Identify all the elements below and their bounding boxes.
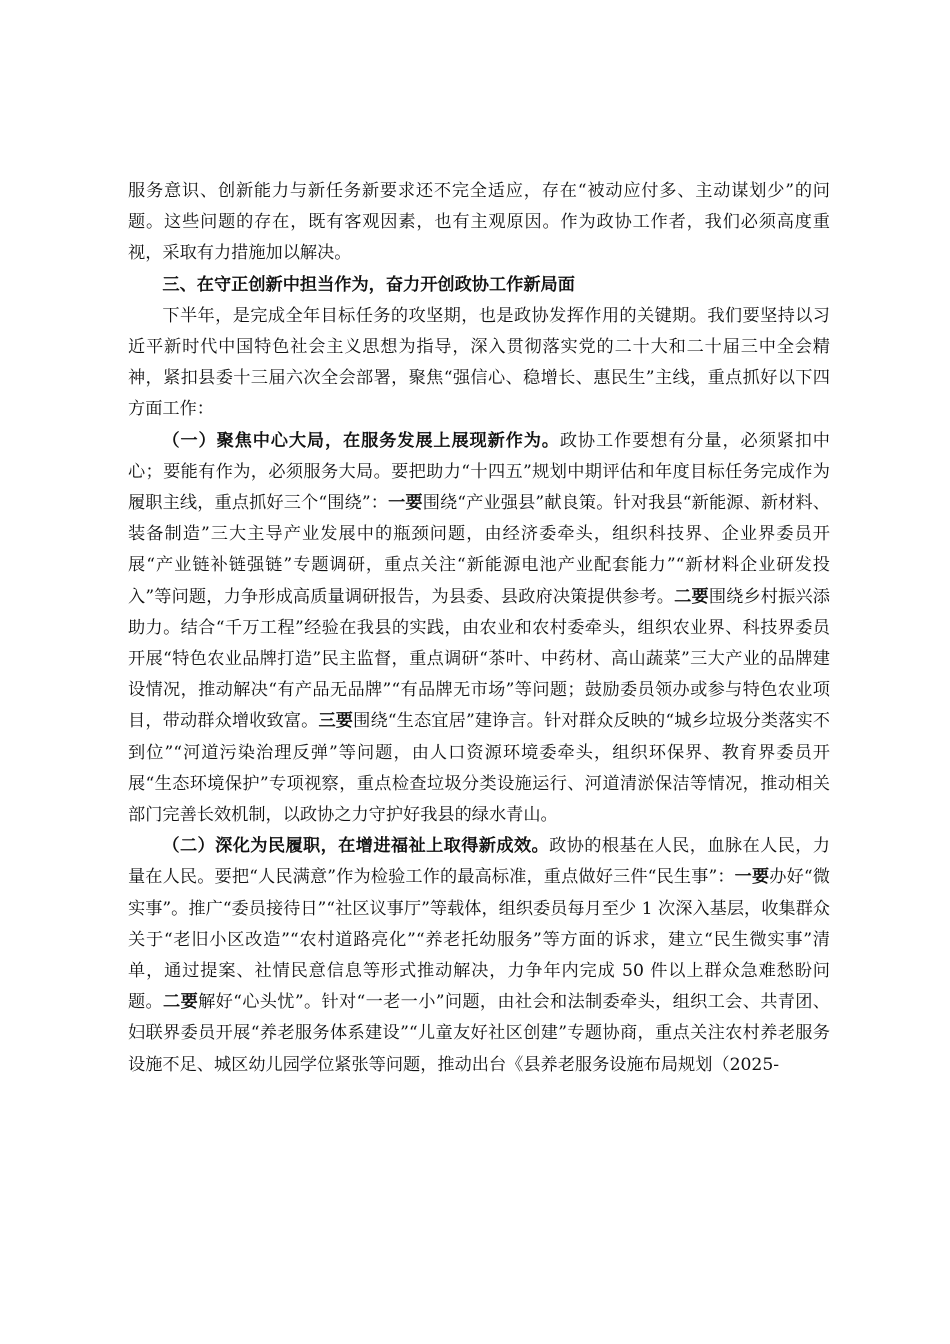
- keyword-second: 二要: [674, 586, 709, 607]
- text-span: 政协的根基在人民，血脉在人民，力量在人民。要把“人民满意”作为检验工作的最高标准，重点做好三件“民生事”：: [128, 836, 830, 888]
- paragraph-people-welfare: [128, 831, 830, 1081]
- keyword-third: 三要: [318, 711, 354, 732]
- paragraph-problems-summary: 服务意识、创新能力与新任务新要求还不完全适应，存在“被动应付多、主动谋划少”的问题。这些问题的存在，既有客观因素，也有主观原因。作为政协工作者，我们必须高度重视，采取有力措施加以解决。: [128, 181, 830, 264]
- paragraph-second-half-intro: 下半年，是完成全年目标任务的攻坚期，也是政协发挥作用的关键期。我们要坚持以习近平新时代中国特色社会主义思想为指导，深入贯彻落实党的二十大和二十届三中全会精神，紧扣县委十三届六次全会部署，聚焦“强信心、稳增长、惠民生”主线，重点抓好以下四方面工作：: [128, 305, 830, 420]
- text-span: 围绕“生态宜居”建诤言。针对群众反映的“城乡垃圾分类落实不到位”“河道污染治理反弹”等问题，由人口资源环境委牵头，组织环保界、教育界委员开展“生态环境保护”专项视察，重点检查垃圾分类设施运行、河道清淤保洁等情况，推动相关部门完善长效机制，以政协之力守护好我县的绿水青山。: [128, 711, 830, 826]
- text-span: 围绕“产业强县”献良策。针对我县“新能源、新材料、装备制造”三大主导产业发展中的瓶颈问题，由经济委牵头，组织科技界、企业界委员开展“产业链补链强链”专题调研，重点关注“新能源电池产业配套能力”“新材料企业研发投入”等问题，力争形成高质量调研报告，为县委、县政府决策提供参考。: [128, 493, 830, 607]
- text-span: 解好“心头忧”。针对“一老一小”问题，由社会和法制委牵头，组织工会、共青团、妇联界委员开展“养老服务体系建设”“儿童友好社区创建”专题协商，重点关注农村养老服务设施不足、城区幼儿园学位紧张等问题，推动出台《县养老服务设施布局规划（2025-: [128, 992, 830, 1075]
- text-span: 政协工作要想有分量，必须紧扣中心；要能有作为，必须服务大局。要把助力“十四五”规划中期评估和年度目标任务完成作为履职主线，重点抓好三个“围绕”：: [128, 430, 830, 514]
- text-span: 围绕乡村振兴添助力。结合“千万工程”经验在我县的实践，由农业和农村委牵头，组织农业界、科技界委员开展“特色农业品牌打造”民主监督，重点调研“茶叶、中药材、高山蔬菜”三大产业的品牌建设情况，推动解决“有产品无品牌”“有品牌无市场”等问题；鼓励委员领办或参与特色农业项目，带动群众增收致富。: [128, 586, 830, 732]
- text-span: 办好“微实事”。推广“委员接待日”“社区议事厅”等载体，组织委员每月至少 1 次深入基层，收集群众关于“老旧小区改造”“农村道路亮化”“养老托幼服务”等方面的诉求，建立“民生微实事”清单，通过提案、社情民意信息等形式推动解决，力争年内完成 50 件以上群众急难愁盼问题。: [128, 867, 830, 1013]
- keyword-first: 一要: [734, 867, 770, 888]
- document-body: [128, 176, 830, 1081]
- subsection-heading-2: （二）深化为民履职，在增进福祉上取得新成效。: [162, 836, 550, 857]
- section-heading-3: 三、在守正创新中担当作为，奋力开创政协工作新局面: [162, 274, 575, 295]
- subsection-heading-1: （一）聚焦中心大局，在服务发展上展现新作为。: [162, 430, 560, 451]
- keyword-second: 二要: [163, 992, 199, 1013]
- keyword-first: 一要: [388, 493, 423, 514]
- paragraph-focus-development: [128, 426, 830, 832]
